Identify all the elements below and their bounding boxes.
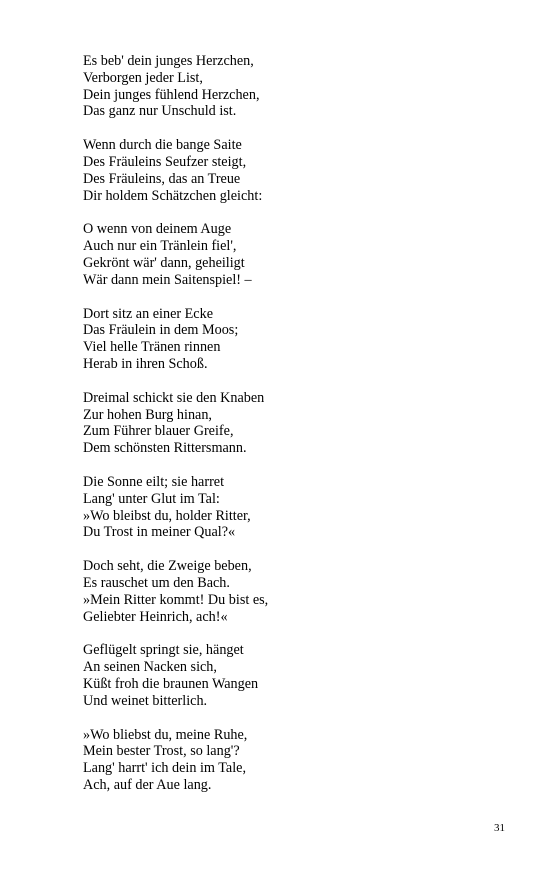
poem-text (83, 53, 503, 811)
poem-line: »Wo bleibst du, holder Ritter, (83, 507, 251, 524)
poem-line: Des Fräuleins Seufzer steigt, (83, 153, 247, 170)
poem-line: Die Sonne eilt; sie harret (83, 473, 225, 490)
poem-line: Viel helle Tränen rinnen (83, 339, 221, 356)
poem-line: O wenn von deinem Auge (83, 221, 232, 238)
poem-line: Lang' unter Glut im Tal: (83, 490, 220, 507)
poem-line: Gekrönt wär' dann, geheiligt (83, 254, 245, 271)
poem-line: Dort sitz an einer Ecke (83, 305, 213, 322)
stanza-7 (83, 558, 503, 625)
poem-line: Auch nur ein Tränlein fiel', (83, 238, 237, 255)
stanza-2 (83, 137, 503, 204)
stanza-4 (83, 306, 503, 373)
poem-line: Des Fräuleins, das an Treue (83, 170, 241, 187)
poem-line: Mein bester Trost, so lang'? (83, 743, 240, 760)
stanza-1 (83, 53, 503, 120)
poem-line: An seinen Nacken sich, (83, 659, 217, 676)
poem-line: Verborgen jeder List, (83, 69, 203, 86)
poem-line: »Mein Ritter kommt! Du bist es, (83, 591, 269, 608)
poem-line: Es rauschet um den Bach. (83, 574, 230, 591)
poem-line: Dir holdem Schätzchen gleicht: (83, 187, 263, 204)
stanza-8 (83, 642, 503, 709)
poem-line: Wenn durch die bange Saite (83, 137, 242, 154)
poem-line: Küßt froh die braunen Wangen (83, 675, 259, 692)
poem-line: Du Trost in meiner Qual?« (83, 524, 236, 541)
page-number: 31 (494, 822, 505, 834)
poem-line: »Wo bliebst du, meine Ruhe, (83, 726, 248, 743)
stanza-3 (83, 221, 503, 288)
poem-line: Geliebter Heinrich, ach!« (83, 608, 228, 625)
poem-line: Lang' harrt' ich dein im Tale, (83, 760, 247, 777)
poem-line: Doch seht, die Zweige beben, (83, 558, 252, 575)
poem-line: Dreimal schickt sie den Knaben (83, 389, 265, 406)
poem-line: Herab in ihren Schoß. (83, 355, 208, 372)
poem-line: Dein junges fühlend Herzchen, (83, 86, 260, 103)
poem-line: Zur hohen Burg hinan, (83, 406, 212, 423)
stanza-5 (83, 390, 503, 457)
stanza-9 (83, 727, 503, 794)
poem-line: Wär dann mein Saitenspiel! – (83, 271, 252, 288)
poem-line: Das ganz nur Unschuld ist. (83, 103, 237, 120)
poem-line: Das Fräulein in dem Moos; (83, 322, 239, 339)
stanza-6 (83, 474, 503, 541)
poem-line: Dem schönsten Rittersmann. (83, 440, 247, 457)
poem-line: Geflügelt springt sie, hänget (83, 642, 244, 659)
poem-line: Und weinet bitterlich. (83, 692, 208, 709)
poem-line: Ach, auf der Aue lang. (83, 776, 212, 793)
poem-line: Zum Führer blauer Greife, (83, 423, 234, 440)
poem-line: Es beb' dein junges Herzchen, (83, 53, 254, 69)
